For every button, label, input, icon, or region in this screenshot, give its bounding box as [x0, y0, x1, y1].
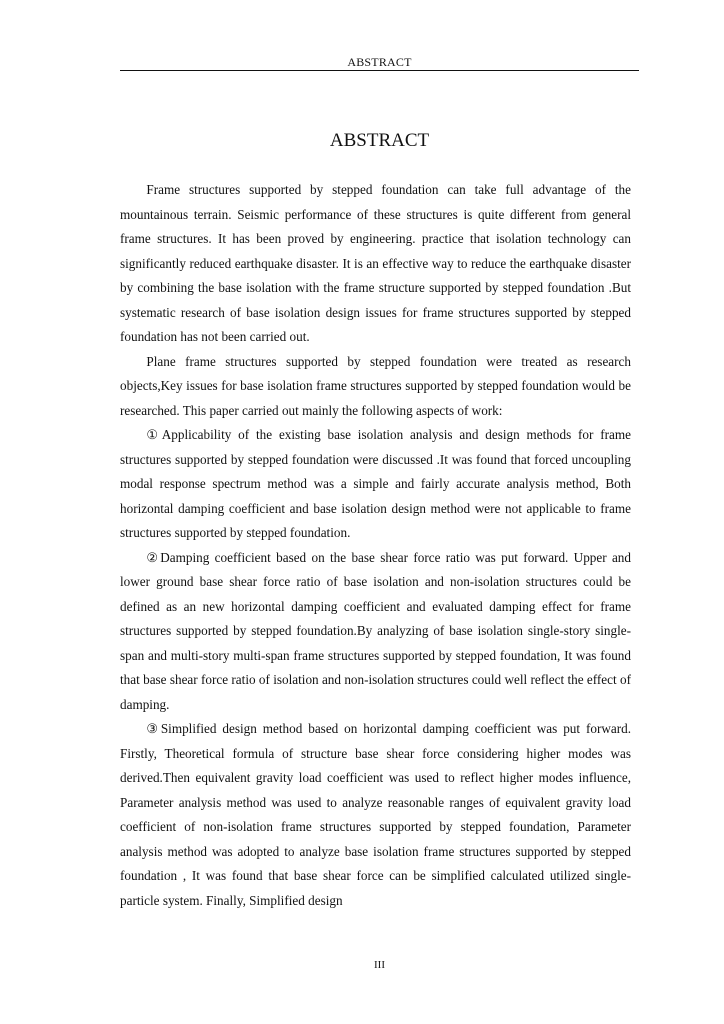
header-rule	[120, 70, 639, 71]
page-title: ABSTRACT	[329, 130, 430, 151]
paragraph-objects: Plane frame structures supported by stepped foundation were treated as research objects,Key issues for base isolation frame structures supported by stepped foundation would be researched. This paper carried out mainly the following aspects of work:	[120, 353, 631, 418]
abstract-body	[120, 178, 631, 913]
paragraph-intro: Frame structures supported by stepped foundation can take full advantage of the mountainous terrain. Seismic performance of these structures is quite different from general frame structures. It has been proved by engineering. practice that isolation technology can significantly reduced earthquake disaster. It is an effective way to reduce the earthquake disaster by combining the base isolation with the frame structure supported by stepped foundation .But systematic research of base isolation design issues for frame structures supported by stepped foundation has not been carried out.	[120, 182, 631, 344]
paragraph-work-item-1: ①Applicability of the existing base isolation analysis and design methods for frame structures supported by stepped foundation were discussed .It was found that forced uncoupling modal response spectrum method was a simple and fairly accurate analysis method, Both horizontal damping coefficient and base isolation design method were not applicable to frame structures supported by stepped foundation.	[120, 427, 631, 540]
paragraph-work-item-3: ③Simplified design method based on horizontal damping coefficient was put forward. Firstly, Theoretical formula of structure base shear force considering higher modes was derived.Then equivalent gravity load coefficient was used to reflect higher modes influence, Parameter analysis method was used to analyze reasonable ranges of equivalent gravity load coefficient of non-isolation frame structures supported by stepped foundation, Parameter analysis method was adopted to analyze base isolation frame structures supported by stepped foundation , It was found that base shear force can be simplified calculated utilized single-particle system. Finally, Simplified design	[120, 721, 631, 908]
running-header: ABSTRACT	[347, 55, 412, 69]
page-number: III	[374, 959, 385, 971]
paragraph-work-item-2: ②Damping coefficient based on the base shear force ratio was put forward. Upper and lower ground base shear force ratio of base isolation and non-isolation structures could be defined as an new horizontal damping coefficient and evaluated damping effect for frame structures supported by stepped foundation.By analyzing of base isolation single-story single-span and multi-story multi-span frame structures supported by stepped foundation, It was found that base shear force ratio of isolation and non-isolation structures could well reflect the effect of damping.	[120, 549, 631, 712]
